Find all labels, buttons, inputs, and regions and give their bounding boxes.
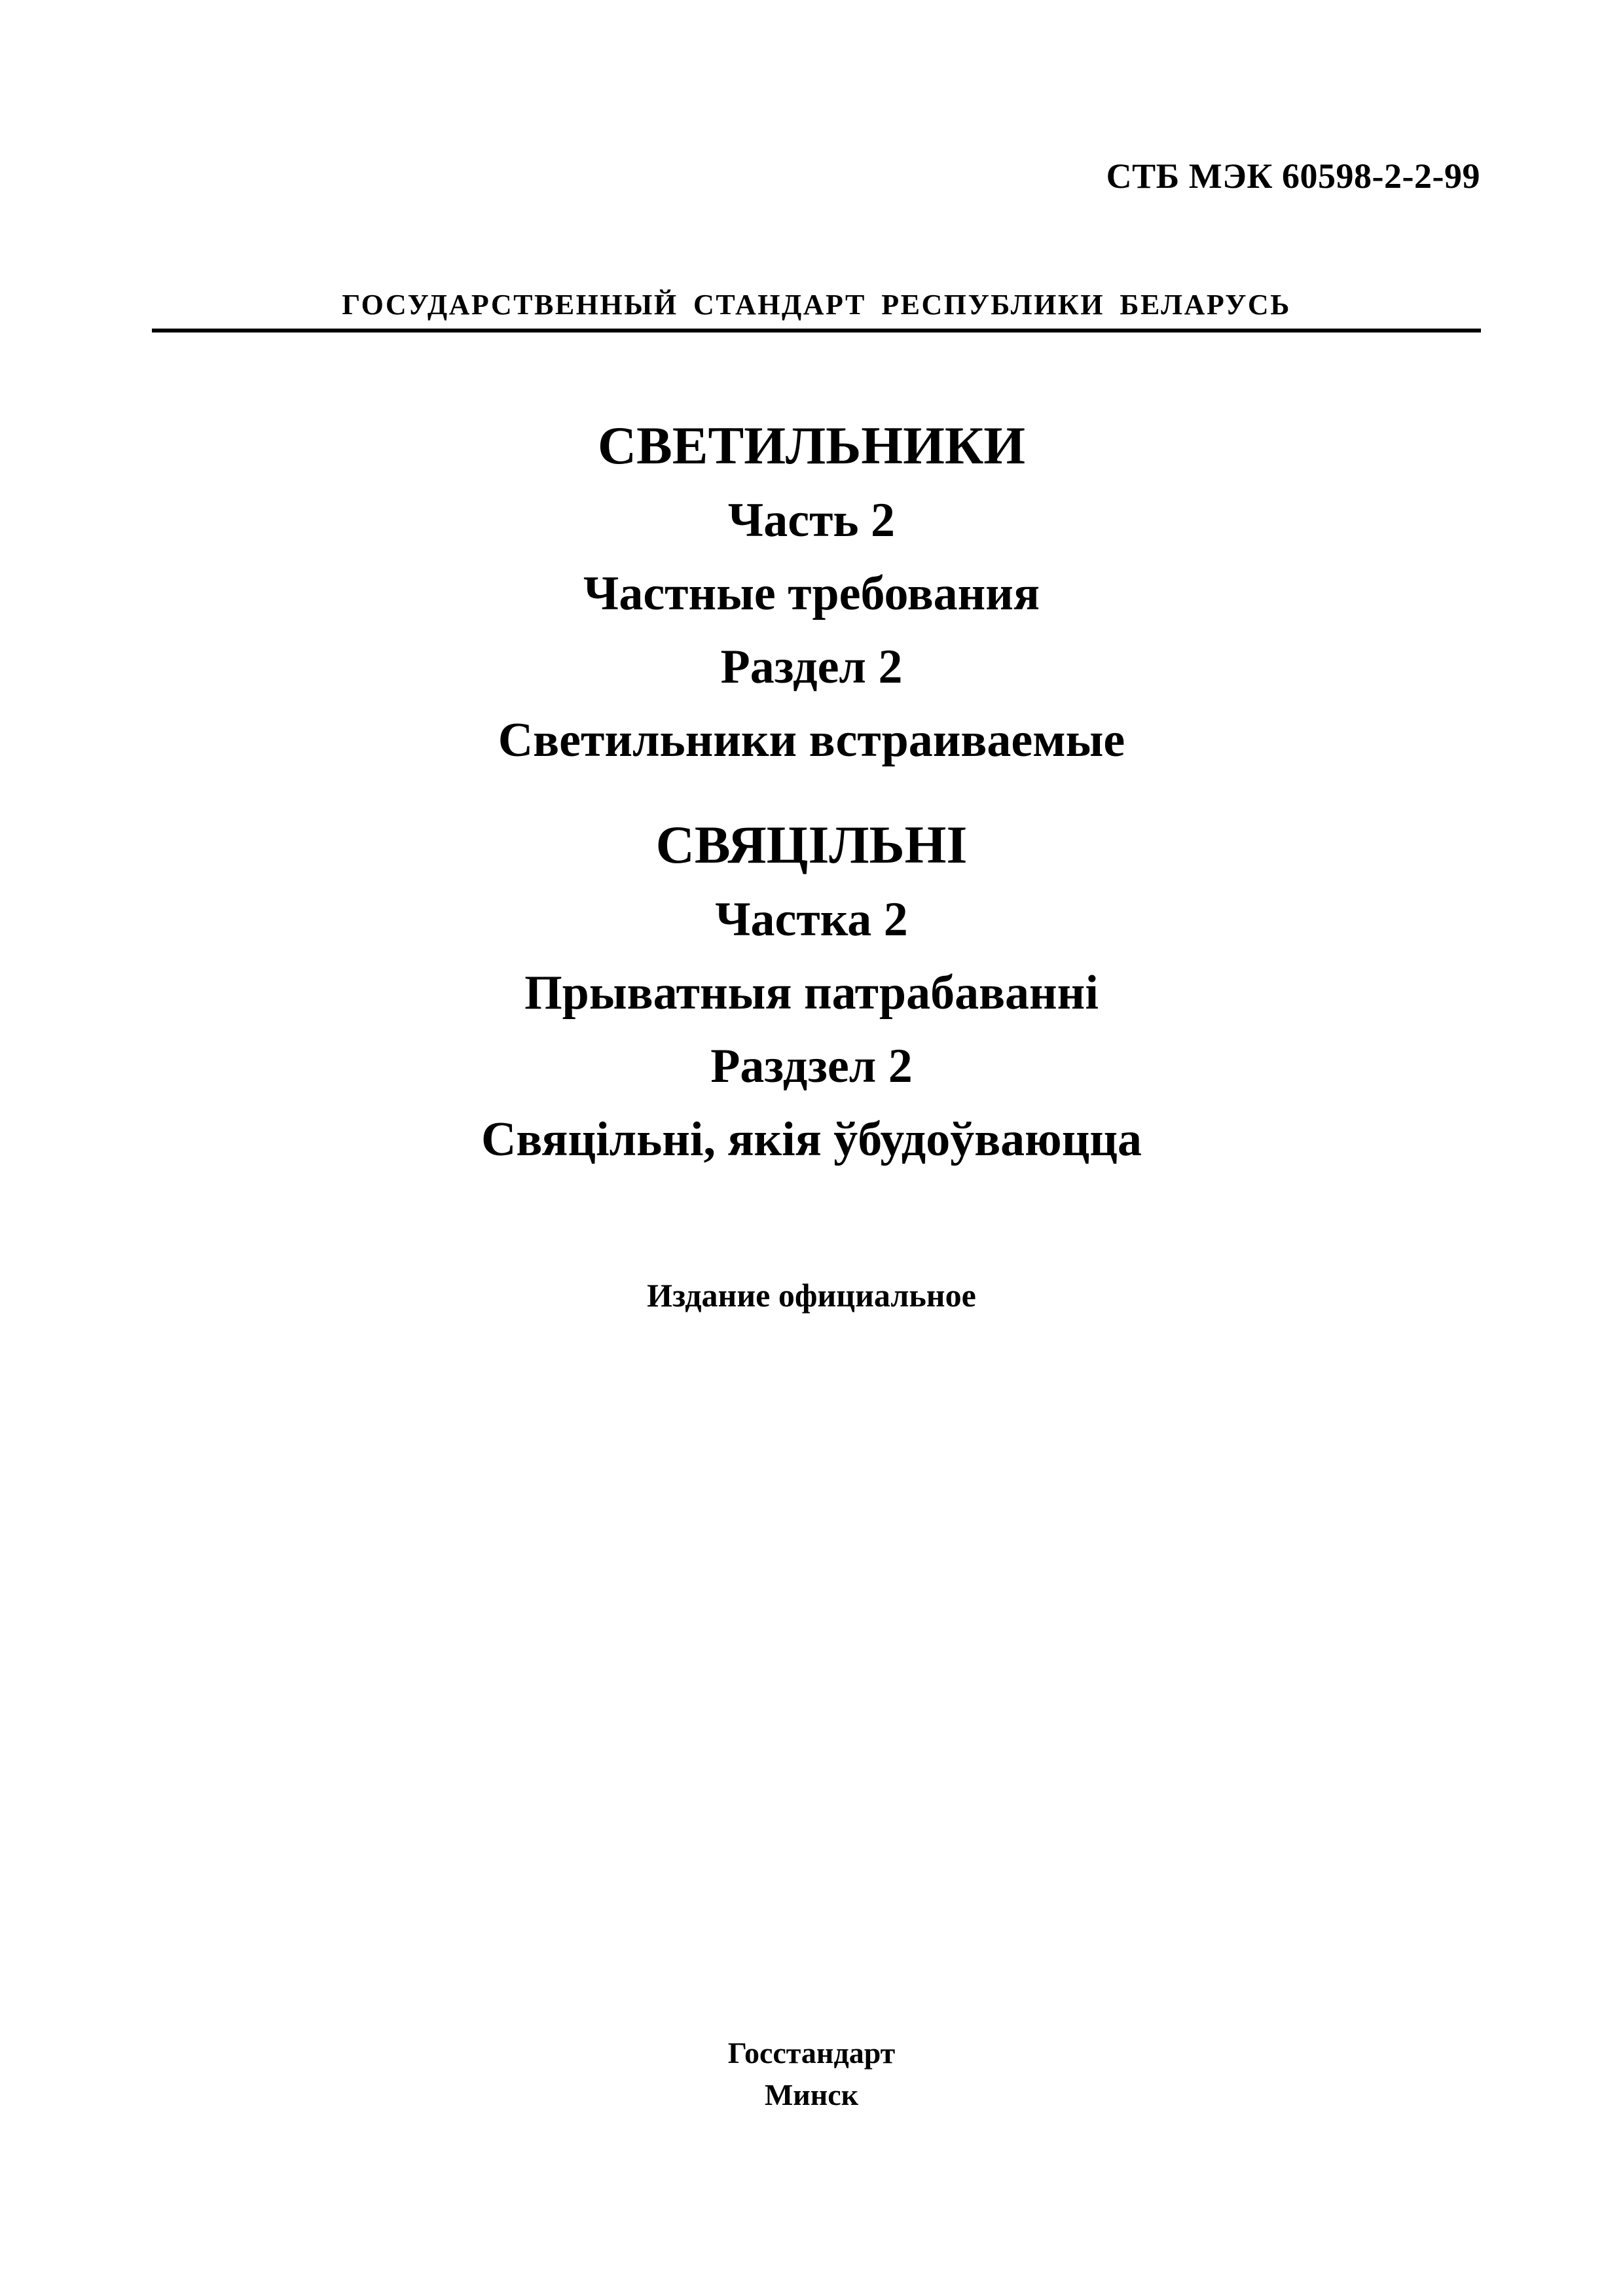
document-code: СТБ МЭК 60598-2-2-99	[1106, 156, 1480, 196]
title-ru-part: Часть 2	[727, 493, 896, 547]
title-block-russian	[0, 416, 1623, 789]
title-ru-subject: Светильники встраиваемые	[498, 713, 1125, 767]
title-by-section: Раздзел 2	[710, 1039, 913, 1093]
title-ru-requirements: Частные требования	[583, 567, 1040, 620]
title-ru-main: СВЕТИЛЬНИКИ	[597, 416, 1026, 475]
header-divider	[152, 329, 1481, 332]
title-by-requirements: Прыватныя патрабаванні	[524, 966, 1099, 1020]
header-organization: ГОСУДАРСТВЕННЫЙ СТАНДАРТ РЕСПУБЛИКИ БЕЛАРУСЬ	[342, 289, 1291, 321]
title-block-belarusian	[0, 815, 1623, 1189]
edition-label: Издание официальное	[647, 1277, 976, 1314]
title-by-main: СВЯЦІЛЬНІ	[655, 815, 968, 874]
title-by-subject: Свяцільні, якія ўбудоўваюцца	[481, 1113, 1142, 1166]
title-ru-section: Раздел 2	[720, 640, 903, 694]
publisher-block	[0, 2032, 1623, 2116]
publisher-city: Минск	[764, 2078, 859, 2111]
publisher-name: Госстандарт	[727, 2036, 896, 2070]
title-by-part: Частка 2	[715, 893, 908, 946]
